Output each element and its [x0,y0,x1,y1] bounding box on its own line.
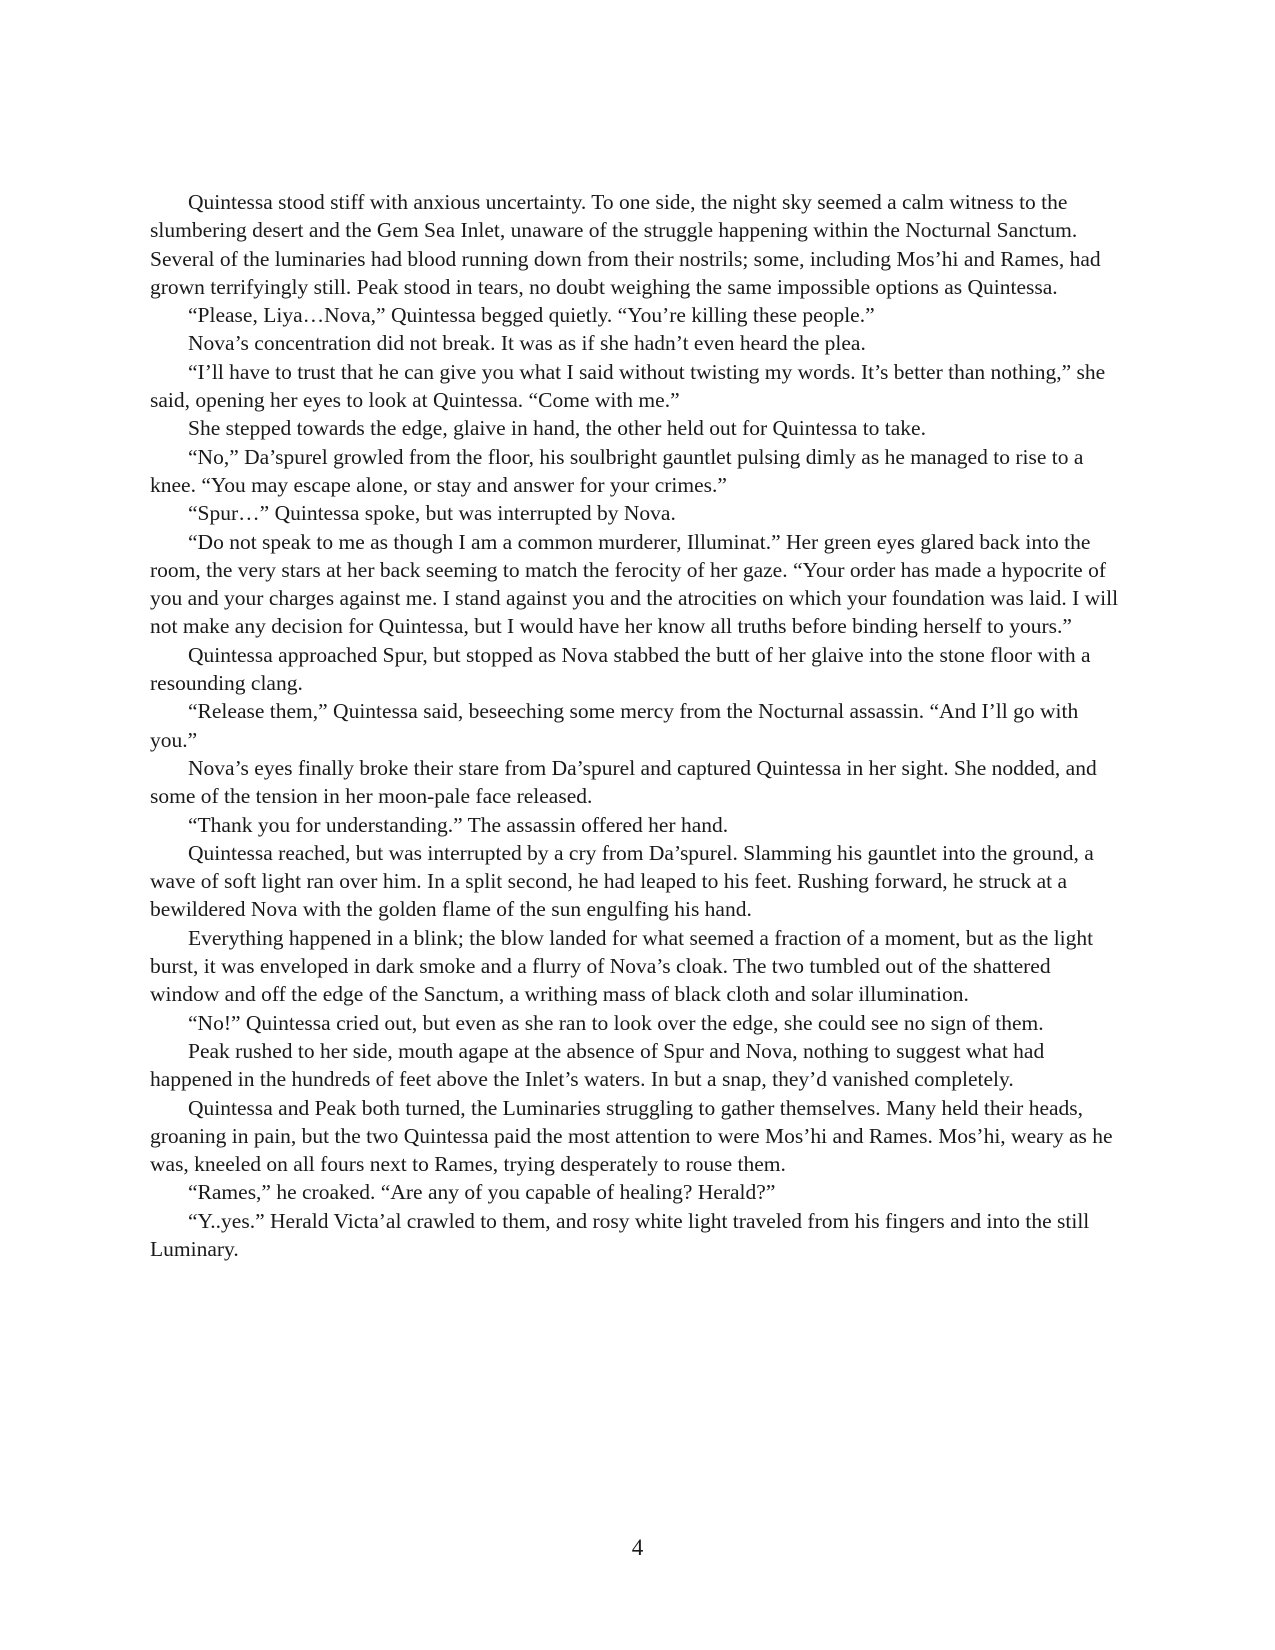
paragraph: Nova’s eyes finally broke their stare from Da’spurel and captured Quintessa in her sight. She nodded, and some of the tension in her moon-pale face released. [150,755,1097,809]
paragraph: “Release them,” Quintessa said, beseeching some mercy from the Nocturnal assassin. “And I’ll go with you.” [150,699,1079,752]
page-body [150,188,1125,1263]
paragraph: “Y..yes.” Herald Victa’al crawled to them, and rosy white light traveled from his fingers and into the still Luminary. [150,1208,1090,1261]
paragraph: Quintessa reached, but was interrupted by a cry from Da’spurel. Slamming his gauntlet into the ground, a wave of soft light ran over him. In a split second, he had leaped to his feet. Rushing forward, he struck at a bewildered Nova with the golden flame of the sun engulfing his hand. [150,840,1094,922]
paragraph: Quintessa and Peak both turned, the Luminaries struggling to gather themselves. Many held their heads, groaning in pain, but the two Quintessa paid the most attention to were Mos’hi and Rames. Mos’hi, weary as he was, kneeled on all fours next to Rames, trying desperately to rouse them. [150,1095,1113,1177]
paragraph: “I’ll have to trust that he can give you what I said without twisting my words. It’s better than nothing,” she said, opening her eyes to look at Quintessa. “Come with me.” [150,359,1106,413]
paragraph: “Thank you for understanding.” The assassin offered her hand. [188,812,729,837]
paragraph: Peak rushed to her side, mouth agape at the absence of Spur and Nova, nothing to suggest what had happened in the hundreds of feet above the Inlet’s waters. In but a snap, they’d vanished completely. [150,1038,1045,1092]
paragraph: “No,” Da’spurel growled from the floor, his soulbright gauntlet pulsing dimly as he managed to rise to a knee. “You may escape alone, or stay and answer for your crimes.” [150,444,1084,497]
paragraph: She stepped towards the edge, glaive in hand, the other held out for Quintessa to take. [188,416,926,441]
paragraph: “No!” Quintessa cried out, but even as she ran to look over the edge, she could see no sign of them. [188,1010,1044,1035]
paragraph: Nova’s concentration did not break. It was as if she hadn’t even heard the plea. [188,331,866,356]
paragraph: Quintessa stood stiff with anxious uncertainty. To one side, the night sky seemed a calm witness to the slumbering desert and the Gem Sea Inlet, unaware of the struggle happening within the Nocturnal Sanctum. Several of the luminaries had blood running down from their nostrils; some, including Mos’hi and Rames, had grown terrifyingly still. Peak stood in tears, no doubt weighing the same impossible options as Quintessa. [150,190,1101,299]
paragraph: Quintessa approached Spur, but stopped as Nova stabbed the butt of her glaive into the stone floor with a resounding clang. [150,642,1091,696]
paragraph: “Do not speak to me as though I am a common murderer, Illuminat.” Her green eyes glared back into the room, the very stars at her back seeming to match the ferocity of her gaze. “Your order has made a hypocrite of you and your charges against me. I stand against you and the atrocities on which your foundation was laid. I will not make any decision for Quintessa, but I would have her know all truths before binding herself to yours.” [150,529,1119,639]
paragraph: “Spur…” Quintessa spoke, but was interrupted by Nova. [188,501,676,526]
paragraph: “Please, Liya…Nova,” Quintessa begged quietly. “You’re killing these people.” [188,303,875,328]
page-number: 4 [631,1535,644,1560]
paragraph: Everything happened in a blink; the blow landed for what seemed a fraction of a moment, but as the light burst, it was enveloped in dark smoke and a flurry of Nova’s cloak. The two tumbled out of the shattered window and off the edge of the Sanctum, a writhing mass of black cloth and solar illumination. [150,925,1094,1007]
paragraph: “Rames,” he croaked. “Are any of you capable of healing? Herald?” [188,1180,776,1205]
